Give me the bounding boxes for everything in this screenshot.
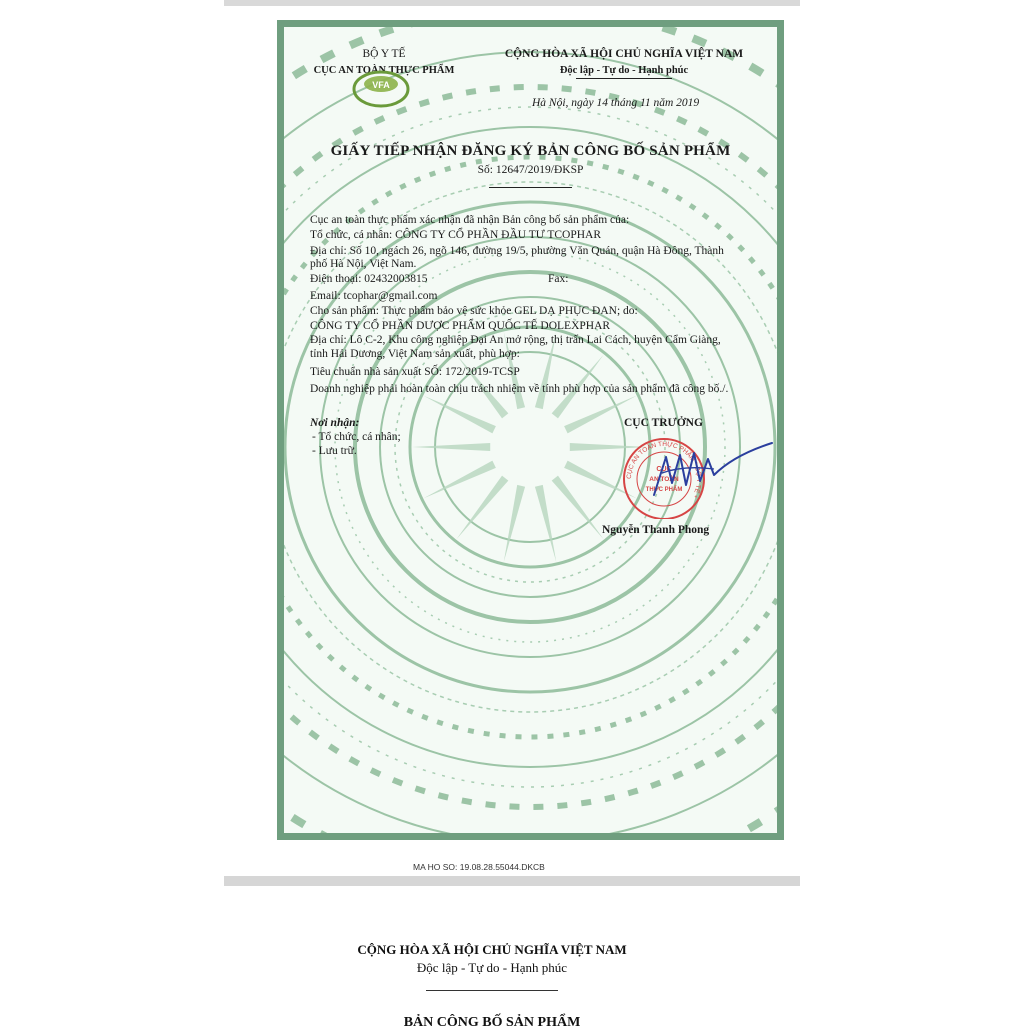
- intro-text: Cục an toàn thực phẩm xác nhận đã nhận Bản công bố sản phẩm của:: [310, 214, 630, 226]
- agency-name: CỤC AN TOÀN THỰC PHẨM: [313, 65, 455, 76]
- address-line-2: phố Hà Nội, Việt Nam.: [310, 258, 417, 270]
- dossier-code: MA HO SO: 19.08.28.55044.DKCB: [413, 862, 545, 872]
- email: Email: tcophar@gmail.com: [310, 290, 438, 302]
- stamp-center-1: CỤC: [656, 466, 672, 473]
- stamp-center-2: AN TOÀN: [649, 476, 679, 483]
- page-separator-bottom: [224, 876, 800, 886]
- vfa-logo: [352, 69, 410, 109]
- ministry-name: BỘ Y TẾ: [362, 48, 406, 60]
- next-page-country: CỘNG HÒA XÃ HỘI CHỦ NGHĨA VIỆT NAM: [357, 942, 627, 957]
- motto-underline: [576, 78, 672, 79]
- certificate-frame: [277, 20, 784, 840]
- phone: Điện thoại: 02432003815: [310, 273, 428, 285]
- next-page-title: BẢN CÔNG BỐ SẢN PHẨM: [403, 1015, 581, 1030]
- recipients-heading: Nơi nhận:: [310, 417, 360, 429]
- certificate-title: GIẤY TIẾP NHẬN ĐĂNG KÝ BẢN CÔNG BỐ SẢN PHẨM: [330, 143, 731, 159]
- responsibility-statement: Doanh nghiệp phải hoàn toàn chịu trách nhiệm về tính phù hợp của sản phẩm đã công bố./.: [310, 383, 729, 395]
- signer-title: CỤC TRƯỞNG: [624, 417, 703, 429]
- country-name: CỘNG HÒA XÃ HỘI CHỦ NGHĨA VIỆT NAM: [504, 48, 744, 60]
- organization: Tổ chức, cá nhân: CÔNG TY CỔ PHẦN ĐẦU TƯ TCOPHAR: [310, 229, 602, 241]
- manufacturer-address-1: Địa chỉ: Lô C-2, Khu công nghiệp Đại An mở rộng, thị trấn Lai Cách, huyện Cẩm Giàng,: [310, 334, 721, 346]
- page-separator-top: [224, 0, 800, 6]
- next-page-motto: Độc lập - Tự do - Hạnh phúc: [416, 960, 568, 975]
- place-date: Hà Nội, ngày 14 tháng 11 năm 2019: [532, 97, 700, 109]
- certificate-number: Số: 12647/2019/ĐKSP: [477, 164, 584, 176]
- stamp-center-3: THỰC PHẨM: [645, 487, 683, 493]
- certificate-body: [284, 27, 777, 833]
- recipient-item: - Tổ chức, cá nhân;: [312, 431, 401, 443]
- vfa-logo-text: VFA: [372, 80, 390, 90]
- address-line-1: Địa chỉ: Số 10, ngách 26, ngõ 146, đường 19/5, phường Văn Quán, quận Hà Đông, Thành: [310, 245, 724, 257]
- recipient-item: - Lưu trữ.: [312, 445, 357, 457]
- fax: Fax:: [548, 273, 569, 285]
- product: Cho sản phẩm: Thực phẩm bảo vệ sức khỏe GEL DẠ PHỤC ĐAN; do:: [310, 305, 638, 317]
- signature: [644, 425, 774, 505]
- manufacturer-address-2: tỉnh Hải Dương, Việt Nam sản xuất, phù hợp:: [310, 348, 520, 360]
- next-page-divider: [426, 990, 558, 991]
- stamp-ring-text: CỤC AN TOÀN THỰC PHẨM * BỘ Y TẾ *: [625, 440, 703, 499]
- standard: Tiêu chuẩn nhà sản xuất SỐ: 172/2019-TCSP: [310, 366, 520, 378]
- signer-name: Nguyễn Thanh Phong: [602, 524, 710, 536]
- title-underline: [489, 187, 572, 188]
- manufacturer: CÔNG TY CỔ PHẦN DƯỢC PHẨM QUỐC TẾ DOLEXPHAR: [310, 320, 611, 332]
- national-motto: Độc lập - Tự do - Hạnh phúc: [559, 65, 689, 76]
